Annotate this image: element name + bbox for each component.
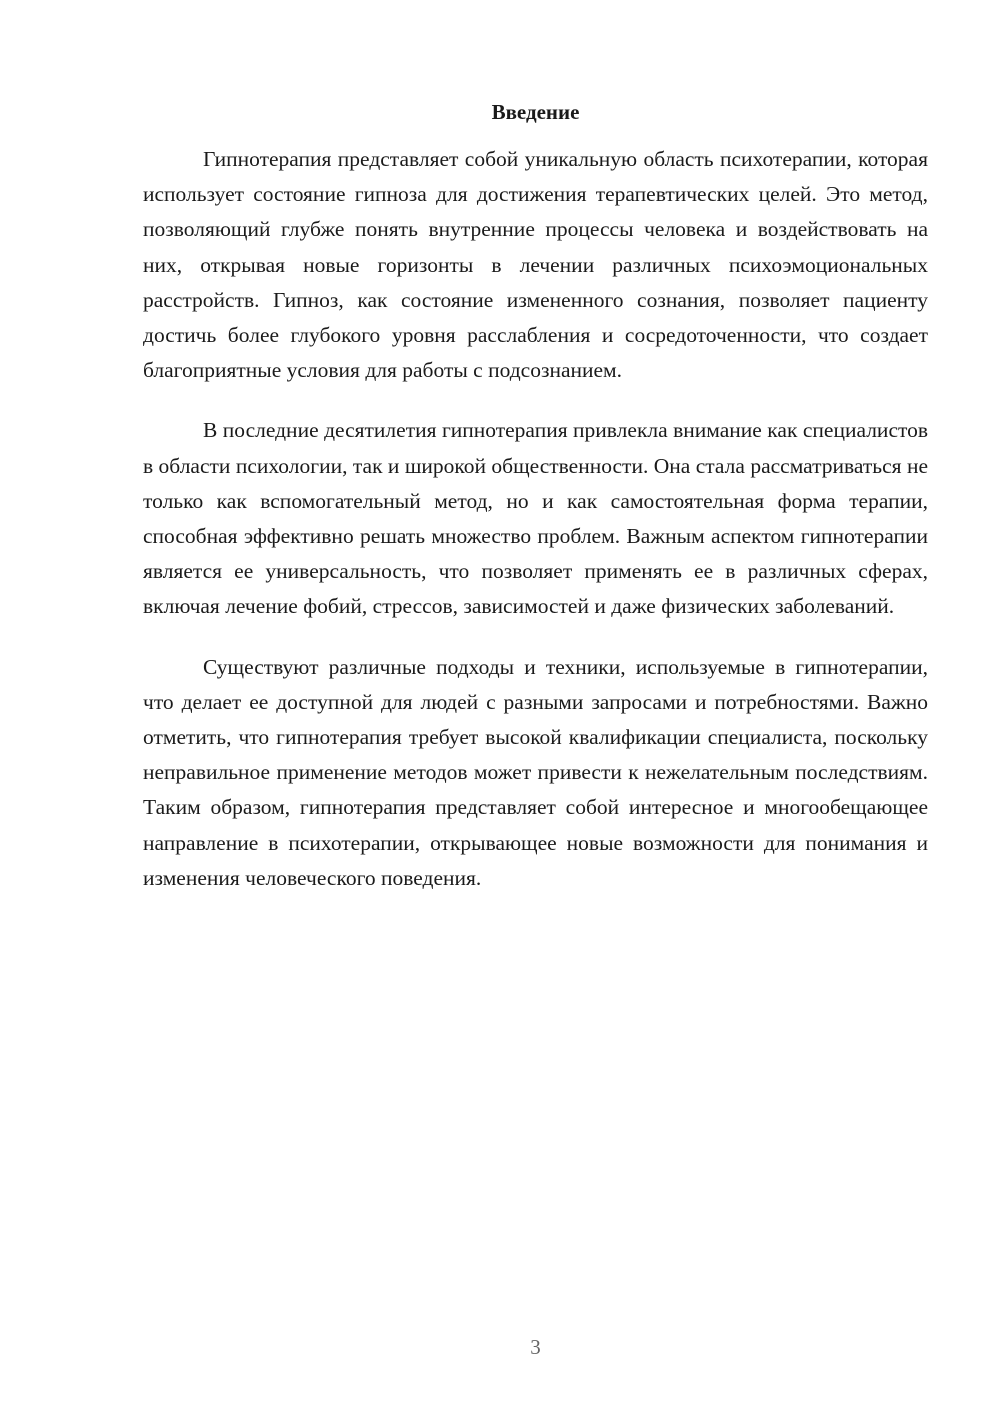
paragraph-3: Существуют различные подходы и техники, используемые в гипнотерапии, что делает ее доступной для людей с разными запросами и потребностями. Важно отметить, что гипнотерапия требует высокой квалификации специалиста, поскольку неправильное применение методов может привести к нежелательным последствиям. Таким образом, гипнотерапия представляет собой интересное и многообещающее направление в психотерапии, открывающее новые возможности для понимания и изменения человеческого поведения. xyxy=(143,654,928,890)
page-number: 3 xyxy=(530,1335,541,1359)
paragraph-1: Гипнотерапия представляет собой уникальную область психотерапии, которая использует состояние гипноза для достижения терапевтических целей. Это метод, позволяющий глубже понять внутренние процессы человека и воздействовать на них, открывая новые горизонты в лечении различных психоэмоциональных расстройств. Гипноз, как состояние измененного сознания, позволяет пациенту достичь более глубокого уровня расслабления и сосредоточенности, что создает благоприятные условия для работы с подсознанием. xyxy=(143,147,928,383)
body-text xyxy=(143,142,928,921)
section-title: Введение xyxy=(491,100,580,124)
paragraph-2: В последние десятилетия гипнотерапия привлекла внимание как специалистов в области психологии, так и широкой общественности. Она стала рассматриваться не только как вспомогательный метод, но и как самостоятельная форма терапии, способная эффективно решать множество проблем. Важным аспектом гипнотерапии является ее универсальность, что позволяет применять ее в различных сферах, включая лечение фобий, стрессов, зависимостей и даже физических заболеваний. xyxy=(143,418,928,619)
